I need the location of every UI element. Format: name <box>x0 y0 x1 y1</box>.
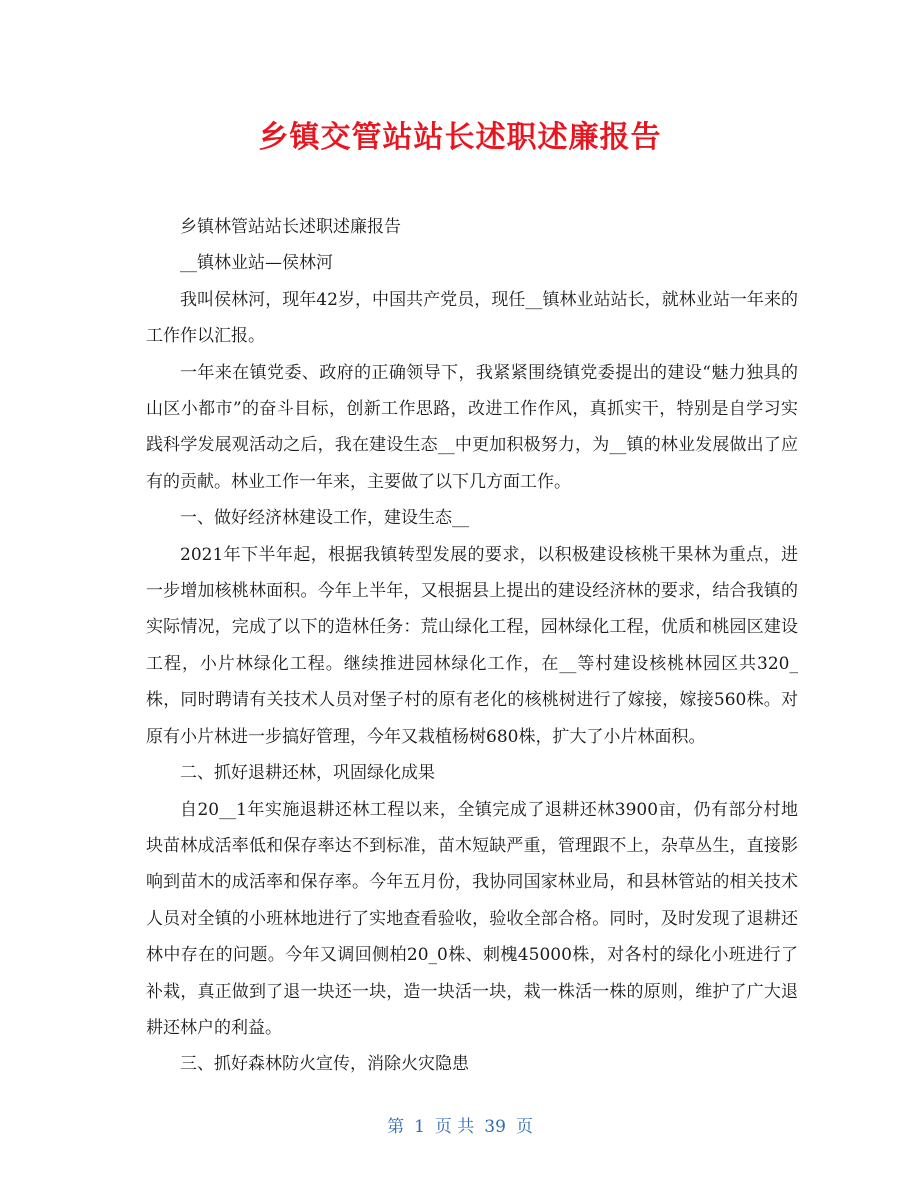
subtitle-paragraph: 乡镇林管站站长述职述廉报告 <box>180 217 401 237</box>
body-paragraph: 2021年下半年起，根据我镇转型发展的要求，以积极建设核桃干果林为重点，进一步增加核桃林面积。今年上半年，又根据县上提出的建设经济林的要求，结合我镇的实际情况，完成了以下的造林任务：荒山绿化工程，园林绿化工程，优质和桃园区建设工程，小片林绿化工程。继续推进园林绿化工作，在__等村建设核桃林园区共320_株，同时聘请有关技术人员对堡子村的原有老化的核桃树进行了嫁接，嫁接560株。对原有小片林进一步搞好管理，今年又栽植杨树680株，扩大了小片林面积。 <box>146 544 798 747</box>
section-heading: 一、做好经济林建设工作，建设生态__ <box>180 508 469 529</box>
footer-page-number: 1 <box>414 1117 425 1137</box>
section-heading: 二、抓好退耕还林，巩固绿化成果 <box>180 763 435 784</box>
footer-suffix: 页 <box>515 1117 533 1137</box>
author-line: __镇林业站—侯林河 <box>180 253 333 274</box>
section-heading: 三、抓好森林防火宣传，消除火灾隐患 <box>180 1054 469 1075</box>
footer-middle: 页 共 <box>434 1117 475 1137</box>
page-footer <box>0 1112 920 1142</box>
body-paragraph: 自20__1年实施退耕还林工程以来，全镇完成了退耕还林3900亩，仍有部分村地块苗林成活率低和保存率达不到标准，苗木短缺严重，管理跟不上，杂草丛生，直接影响到苗木的成活率和保存率。今年五月份，我协同国家林业局，和县林管站的相关技术人员对全镇的小班林地进行了实地查看验收，验收全部合格。同时，及时发现了退耕还林中存在的问题。今年又调回侧柏20_0株、刺槐45000株，对各村的绿化小班进行了补栽，真正做到了退一块还一块，造一块活一块，栽一株活一株的原则，维护了广大退耕还林户的利益。 <box>146 799 798 1038</box>
footer-total-pages: 39 <box>484 1117 506 1137</box>
document-title: 乡镇交管站站长述职述廉报告 <box>258 120 662 155</box>
footer-prefix: 第 <box>387 1117 405 1137</box>
body-paragraph: 我叫侯林河，现年42岁，中国共产党员，现任__镇林业站站长，就林业站一年来的工作作以汇报。 <box>146 289 798 347</box>
document-body <box>146 209 798 1083</box>
body-paragraph: 一年来在镇党委、政府的正确领导下，我紧紧围绕镇党委提出的建设“魅力独具的山区小都市”的奋斗目标，创新工作思路，改进工作作风，真抓实干，特别是自学习实践科学发展观活动之后，我在建设生态__中更加积极努力，为__镇的林业发展做出了应有的贡献。林业工作一年来，主要做了以下几方面工作。 <box>146 362 798 492</box>
